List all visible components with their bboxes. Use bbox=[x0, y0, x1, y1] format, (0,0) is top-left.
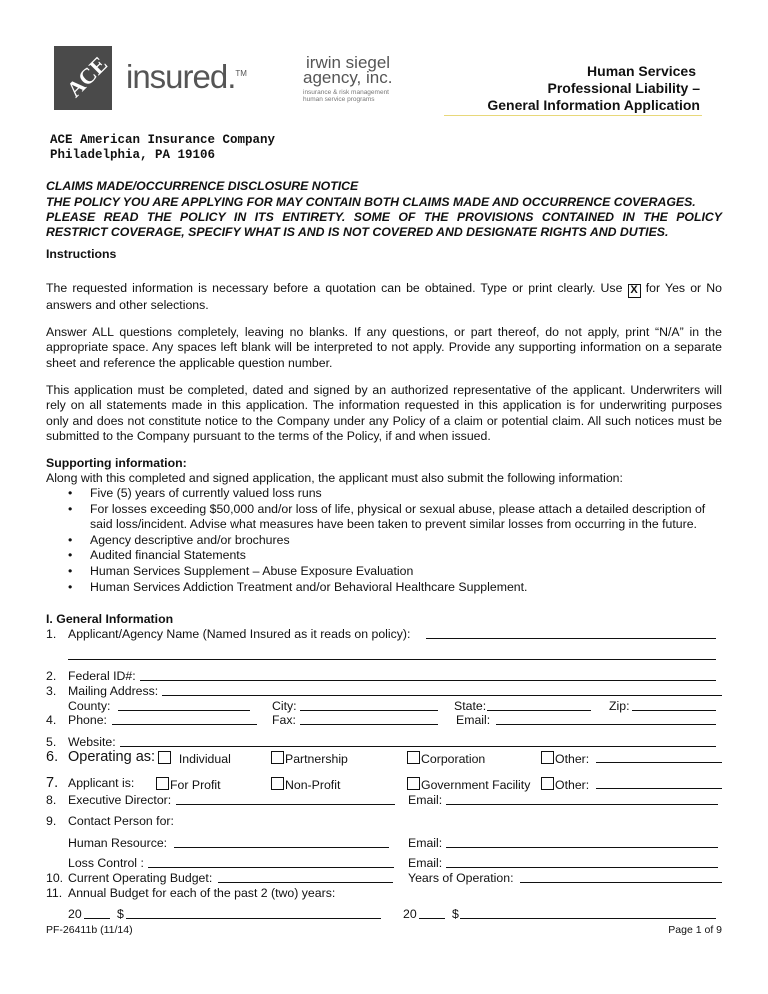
supporting-heading: Supporting information: bbox=[46, 456, 187, 470]
agency-logo-tagline: insurance & risk management human service programs bbox=[303, 89, 389, 103]
website-field[interactable] bbox=[120, 735, 716, 747]
human-resource-label: Human Resource: bbox=[68, 836, 168, 850]
year2-prefix: 20 bbox=[403, 907, 417, 921]
operating-corporation[interactable]: Corporation bbox=[407, 751, 485, 767]
q7-row: 7. Applicant is: bbox=[46, 775, 135, 791]
year2-dollar: $ bbox=[452, 907, 459, 921]
applicant-name-field-2[interactable] bbox=[68, 648, 716, 660]
agency-logo-line2: agency, inc. bbox=[303, 68, 393, 87]
zip-field[interactable] bbox=[632, 699, 716, 711]
list-item: • Human Services Supplement – Abuse Exposure Evaluation bbox=[46, 564, 722, 580]
zip-label: Zip: bbox=[609, 699, 630, 713]
instructions-para-1: The requested information is necessary before a quotation can be obtained. Type or print clearly. Use X for Yes or No answers and other selections. bbox=[46, 281, 723, 312]
list-item: • Human Services Addiction Treatment and/or Behavioral Healthcare Supplement. bbox=[46, 580, 722, 596]
applicant-non-profit[interactable]: Non-Profit bbox=[271, 777, 340, 793]
city-field[interactable] bbox=[300, 699, 438, 711]
agency-logo-line1: irwin siegel bbox=[306, 53, 391, 72]
government-checkbox[interactable] bbox=[407, 777, 420, 790]
list-item: • Agency descriptive and/or brochures bbox=[46, 533, 722, 549]
year1-field[interactable] bbox=[84, 907, 110, 919]
list-item: • Five (5) years of currently valued loss runs bbox=[46, 486, 722, 502]
applicant-name-field[interactable] bbox=[426, 627, 716, 639]
ace-logo-text: ACE bbox=[61, 51, 113, 102]
checkbox-example-icon: X bbox=[628, 284, 641, 298]
year1-prefix: 20 bbox=[68, 907, 82, 921]
exec-director-field[interactable] bbox=[176, 793, 395, 805]
notice-line-2: PLEASE READ THE POLICY IN ITS ENTIRETY. SOME OF THE PROVISIONS CONTAINED IN THE POLICY bbox=[46, 210, 722, 224]
fax-field[interactable] bbox=[300, 713, 438, 725]
company-name: ACE American Insurance Company bbox=[50, 133, 276, 147]
operating-other-field[interactable] bbox=[596, 751, 722, 763]
q9-row: 9. Contact Person for: bbox=[46, 814, 174, 828]
operating-other-checkbox[interactable] bbox=[541, 751, 554, 764]
year2-amount-field[interactable] bbox=[460, 907, 716, 919]
year1-amount-field[interactable] bbox=[126, 907, 381, 919]
title-line-1: Human Services bbox=[587, 63, 696, 79]
notice-line-3: RESTRICT COVERAGE, SPECIFY WHAT IS AND IS NOT COVERED AND DESIGNATE RIGHTS AND DUTIES. bbox=[46, 225, 669, 239]
mailing-address-field[interactable] bbox=[162, 684, 722, 696]
corporation-checkbox[interactable] bbox=[407, 751, 420, 764]
year1-dollar: $ bbox=[117, 907, 124, 921]
q5-row: 5. Website: bbox=[46, 735, 116, 749]
instructions-para-2: Answer ALL questions completely, leaving no blanks. If any questions, or part thereof, do not apply, print “N/A” in the appropriate space. Any spaces left blank will be interpreted to not apply. Provide any supporting information on a separate sheet and reference the applicable question number. bbox=[46, 325, 722, 370]
loss-control-field[interactable] bbox=[148, 856, 394, 868]
exec-email-field[interactable] bbox=[446, 793, 718, 805]
operating-other[interactable]: Other: bbox=[541, 751, 589, 767]
city-label: City: bbox=[272, 699, 297, 713]
list-item: • For losses exceeding $50,000 and/or loss of life, physical or sexual abuse, please attach a detailed description of said loss/incident. Advise what measures have been taken to prevent similar losses from occurring in the future. bbox=[46, 502, 722, 533]
individual-checkbox[interactable] bbox=[158, 751, 171, 764]
notice-heading: CLAIMS MADE/OCCURRENCE DISCLOSURE NOTICE bbox=[46, 179, 359, 193]
phone-field[interactable] bbox=[112, 713, 257, 725]
q8-row: 8. Executive Director: bbox=[46, 793, 172, 807]
q1-row: 1. Applicant/Agency Name (Named Insured as it reads on policy): bbox=[46, 627, 411, 641]
q3-row: 3. Mailing Address: bbox=[46, 684, 159, 698]
form-id: PF-26411b (11/14) bbox=[46, 924, 133, 936]
company-city: Philadelphia, PA 19106 bbox=[50, 148, 216, 162]
notice-line-1: THE POLICY YOU ARE APPLYING FOR MAY CONTAIN BOTH CLAIMS MADE AND OCCURRENCE COVERAGES. bbox=[46, 195, 696, 209]
q11-row: 11. Annual Budget for each of the past 2 (two) years: bbox=[46, 886, 336, 900]
fax-label: Fax: bbox=[272, 713, 296, 727]
partnership-checkbox[interactable] bbox=[271, 751, 284, 764]
email-label: Email: bbox=[456, 713, 491, 727]
hr-email-label: Email: bbox=[408, 836, 443, 850]
current-budget-field[interactable] bbox=[218, 871, 393, 883]
supporting-list bbox=[46, 486, 722, 595]
instructions-heading: Instructions bbox=[46, 247, 117, 261]
operating-individual[interactable]: Individual bbox=[158, 751, 231, 767]
non-profit-checkbox[interactable] bbox=[271, 777, 284, 790]
insured-wordmark: insured.™ bbox=[126, 58, 247, 95]
for-profit-checkbox[interactable] bbox=[156, 777, 169, 790]
human-resource-field[interactable] bbox=[174, 836, 389, 848]
operating-partnership[interactable]: Partnership bbox=[271, 751, 348, 767]
years-operation-field[interactable] bbox=[520, 871, 722, 883]
years-operation-label: Years of Operation: bbox=[408, 871, 514, 885]
applicant-government[interactable]: Government Facility bbox=[407, 777, 530, 793]
title-underline bbox=[444, 115, 702, 116]
applicant-for-profit[interactable]: For Profit bbox=[156, 777, 221, 793]
federal-id-field[interactable] bbox=[140, 669, 716, 681]
title-line-3: General Information Application bbox=[487, 97, 700, 113]
q6-row: 6. Operating as: bbox=[46, 749, 156, 765]
applicant-other-checkbox[interactable] bbox=[541, 777, 554, 790]
supporting-intro: Along with this completed and signed application, the applicant must also submit the following information: bbox=[46, 471, 623, 485]
county-label: County: bbox=[68, 699, 111, 713]
instructions-para-3: This application must be completed, dated and signed by an authorized representative of the applicant. Underwriters will rely on all statements made in this application. The information requested in this application is for underwriting purposes only and does not constitute notice to the Company under any Policy of a claim or potential claim. All such notices must be submitted to the Company pursuant to the terms of the Policy, if and when issued. bbox=[46, 383, 722, 443]
lc-email-field[interactable] bbox=[446, 856, 718, 868]
lc-email-label: Email: bbox=[408, 856, 443, 870]
year2-field[interactable] bbox=[419, 907, 445, 919]
hr-email-field[interactable] bbox=[446, 836, 718, 848]
q10-row: 10. Current Operating Budget: bbox=[46, 871, 213, 885]
county-field[interactable] bbox=[118, 699, 250, 711]
q2-row: 2. Federal ID#: bbox=[46, 669, 136, 683]
general-info-heading: I. General Information bbox=[46, 612, 174, 626]
applicant-other-field[interactable] bbox=[596, 777, 722, 789]
page-number: Page 1 of 9 bbox=[668, 924, 722, 936]
loss-control-label: Loss Control : bbox=[68, 856, 144, 870]
email-field[interactable] bbox=[496, 713, 716, 725]
exec-email-label: Email: bbox=[408, 793, 443, 807]
list-item: • Audited financial Statements bbox=[46, 548, 722, 564]
state-field[interactable] bbox=[487, 699, 591, 711]
ace-logo bbox=[54, 46, 112, 110]
title-line-2: Professional Liability – bbox=[547, 80, 700, 96]
state-label: State: bbox=[454, 699, 487, 713]
q4-row: 4. Phone: bbox=[46, 713, 107, 727]
applicant-other[interactable]: Other: bbox=[541, 777, 589, 793]
